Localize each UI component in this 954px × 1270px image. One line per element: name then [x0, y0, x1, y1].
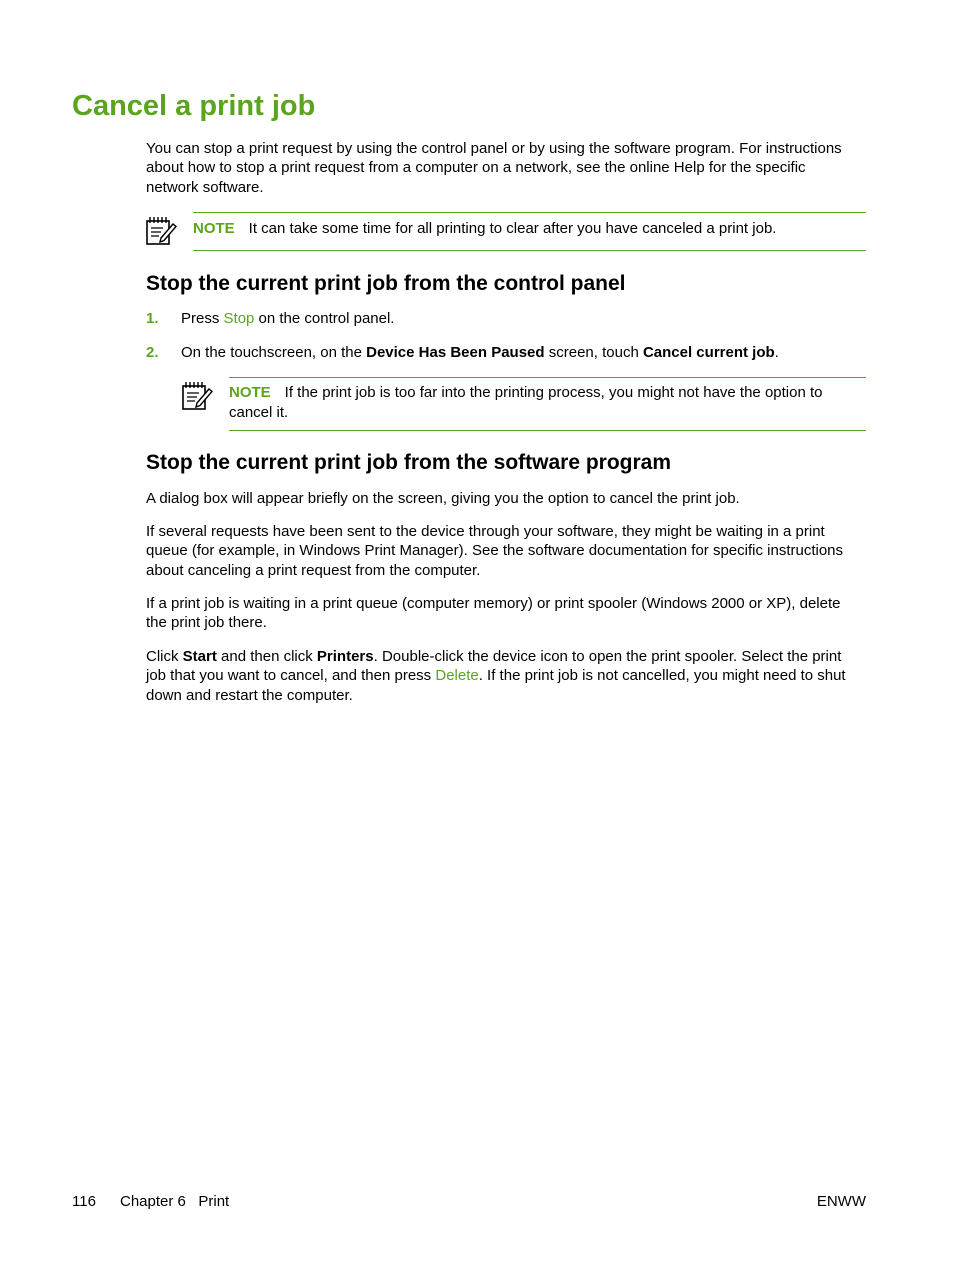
note-icon	[144, 213, 178, 247]
text: and then click	[216, 648, 317, 665]
intro-paragraph: You can stop a print request by using the control panel or by using the software program. For instructions about how to stop a print request from a computer on a network, see the online Help for the specific network software.	[146, 140, 842, 196]
start-label: Start	[182, 648, 217, 665]
step-text: Press	[181, 310, 224, 327]
step-number: 1.	[146, 310, 159, 327]
footer-page-number: 116	[72, 1193, 96, 1210]
paragraph: If several requests have been sent to the device through your software, they might be waiting in a print queue (for example, in Windows Print Manager). See the software documentation for specific instructions about canceling a print request from the computer.	[146, 523, 844, 579]
printers-label: Printers	[316, 648, 374, 665]
delete-link[interactable]: Delete	[435, 667, 479, 685]
note-text: If the print job is too far into the printing process, you might not have the option to cancel it.	[229, 384, 823, 421]
note-box	[229, 377, 866, 431]
note-icon	[180, 378, 214, 412]
footer-right-label: ENWW	[816, 1193, 866, 1210]
footer-chapter: Chapter 6 Print	[120, 1193, 230, 1210]
stop-link[interactable]: Stop	[223, 310, 255, 327]
section-heading-control-panel: Stop the current print job from the control panel	[146, 272, 626, 295]
text: . Double-click the device icon to open the print spooler. Select the print job that you want to cancel, and then press	[146, 648, 842, 685]
note-label: NOTE	[193, 220, 235, 237]
text: . If the print job is not cancelled, you might need to shut down and restart the computer.	[146, 667, 846, 704]
note-label: NOTE	[229, 384, 271, 401]
device-paused-label: Device Has Been Paused	[366, 344, 545, 361]
note-text: It can take some time for all printing to clear after you have canceled a print job.	[248, 220, 777, 237]
step-text: screen, touch	[544, 344, 643, 361]
step-text: .	[774, 344, 779, 361]
note-content	[193, 219, 776, 239]
note-content	[229, 383, 859, 423]
section-heading-software: Stop the current print job from the software program	[146, 451, 672, 474]
page-title: Cancel a print job	[72, 90, 316, 122]
paragraph	[146, 647, 860, 705]
text: Click	[146, 648, 183, 665]
cancel-job-label: Cancel current job	[642, 344, 775, 361]
paragraph: A dialog box will appear briefly on the screen, giving you the option to cancel the print job.	[146, 490, 740, 507]
step-text: On the touchscreen, on the	[181, 344, 367, 361]
step-number: 2.	[146, 344, 159, 361]
paragraph: If a print job is waiting in a print queue (computer memory) or print spooler (Windows 2000 or XP), delete the print job there.	[146, 595, 841, 632]
step-text: on the control panel.	[254, 310, 395, 327]
note-box	[193, 212, 866, 251]
